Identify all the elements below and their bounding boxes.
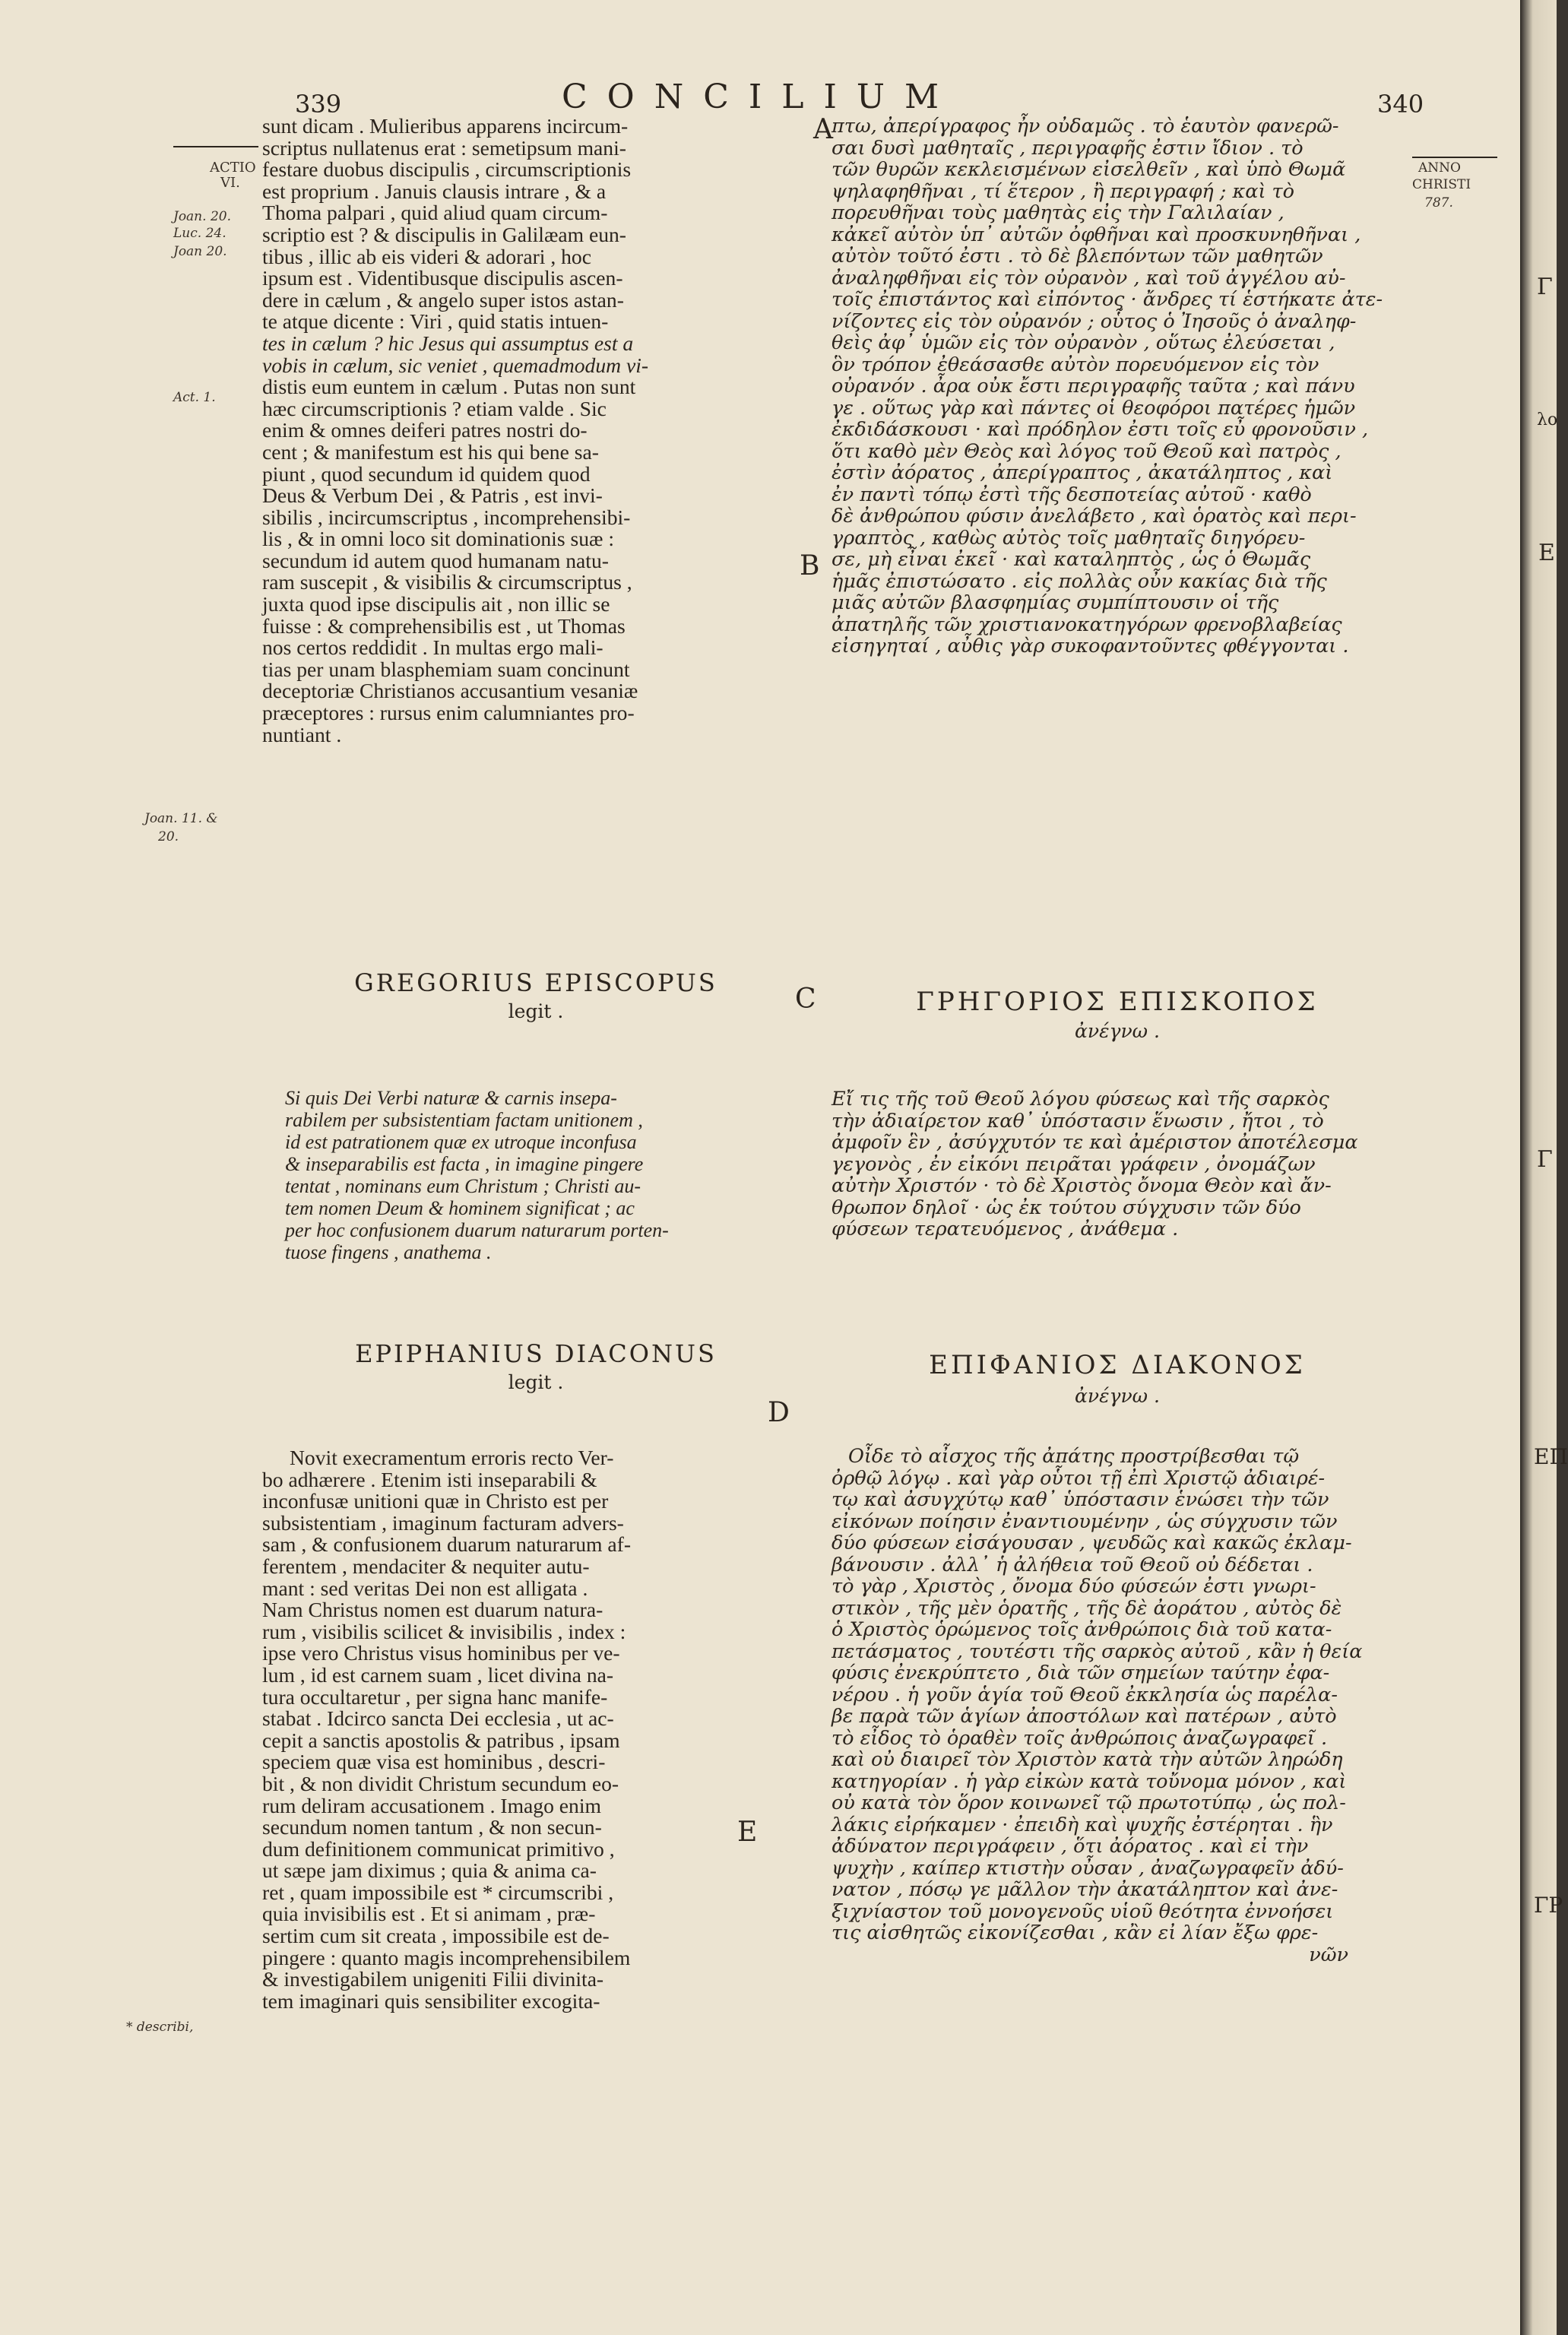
text-line: tem imaginari quis sensibiliter excogita- <box>262 1988 600 2013</box>
section-letter-a: A <box>813 114 833 145</box>
text-line: δύο φύσεων εἰσάγουσαν , ψευδῶς καὶ κακῶς ἐκλαμ- <box>832 1532 1352 1554</box>
text-line: dum definitionem communicat primitivo , <box>262 1836 615 1861</box>
text-line: quia invisibilis est . Et si animam , præ- <box>262 1902 596 1926</box>
edge-text: Γ <box>1537 1146 1553 1173</box>
text-line: ἡμᾶς ἐπιστώσατο . εἰς πολλὰς οὖν κακίας διὰ τῆς <box>832 569 1327 593</box>
text-line: τὸ γὰρ , Χριστὸς , ὄνομα δύο φύσεών ἐστι γνωρι- <box>832 1575 1316 1598</box>
greek-text-2 <box>832 1088 1417 1240</box>
heading-epiphanius-latin: EPIPHANIUS DIACONUS <box>355 1339 717 1368</box>
text-line: sam , & confusionem duarum naturarum af- <box>262 1532 632 1557</box>
text-line: νῶν <box>1309 1943 1348 1966</box>
text-line: νέρου . ἡ γοῦν ἁγία τοῦ Θεοῦ ἐκκλησία ὡς παρέλα- <box>832 1683 1338 1706</box>
text-line: festare duobus discipulis , circumscriptionis <box>262 157 632 182</box>
margin-joan-2: Joan 20. <box>173 244 227 259</box>
text-line: ὅτι καθὸ μὲν Θεὸς καὶ λόγος τοῦ Θεοῦ καὶ πατρὸς , <box>832 439 1342 463</box>
text-line: hæc circumscriptionis ? etiam valde . Sic <box>262 396 607 420</box>
text-line: Thoma palpari , quid aliud quam circum- <box>262 201 608 225</box>
text-line: ὃν τρόπον ἐθεάσασθε αὐτὸν πορευόμενον εἰς τὸν <box>832 353 1319 376</box>
margin-rule-left <box>173 146 258 147</box>
text-line: τῶν θυρῶν κεκλεισμένων εἰσελθεῖν , καὶ ὑπὸ Θωμᾶ <box>832 158 1346 181</box>
text-line: sertim cum sit creata , impossibile est de- <box>262 1924 610 1948</box>
text-line: deceptoriæ Christianos accusantium vesaniæ <box>262 679 638 703</box>
text-line: tuose fingens , anathema . <box>285 1241 492 1263</box>
text-line: vobis in cælum, sic veniet , quemadmodum vi- <box>262 353 649 377</box>
text-line: scriptus nullatenus erat : semetipsum mani- <box>262 135 626 160</box>
text-line: ἀναληφθῆναι εἰς τὸν οὐρανὸν , καὶ τοῦ ἀγγέλου αὐ- <box>832 266 1346 290</box>
subheading-epiphanius-latin: legit . <box>508 1371 564 1393</box>
text-line: tentat , nominans eum Christum ; Christi au- <box>285 1175 641 1197</box>
text-line: piunt , quod secundum id quidem quod <box>262 461 591 486</box>
text-line: ἐστὶν ἀόρατος , ἀπερίγραπτος , ἀκατάληπτος , καὶ <box>832 461 1333 484</box>
text-line: & investigabilem unigeniti Filii divinita- <box>262 1967 604 1991</box>
text-line: δὲ ἀνθρώπου φύσιν ἀνελάβετο , καὶ ὁρατὸς καὶ περι- <box>832 505 1357 528</box>
text-line: pingere : quanto magis incomprehensibilem <box>262 1945 631 1969</box>
heading-epiphanius-greek: ΕΠΙΦΑΝΙΟΣ ΔΙΑΚΟΝΟΣ <box>929 1350 1306 1380</box>
text-line: ἀμφοῖν ἓν , ἀσύγχυτόν τε καὶ ἀμέριστον ἀποτέλεσμα <box>832 1131 1358 1154</box>
text-line: ἀδύνατον περιγράφειν , ὅτι ἀόρατος . καὶ εἰ τὴν <box>832 1835 1309 1858</box>
text-line: σαι δυσὶ μαθηταῖς , περιγραφῆς ἐστιν ἴδιον . τὸ <box>832 136 1303 160</box>
latin-text-3 <box>262 1447 783 2012</box>
text-line: τοῖς ἐπιστάντος καὶ εἰπόντος · ἄνδρες τί ἑστήκατε ἀτε- <box>832 288 1383 311</box>
text-line: λάκις εἰρήκαμεν · ἐπειδὴ καὶ ψυχῆς ἐστέρηται . ἣν <box>832 1813 1333 1836</box>
edge-text: ΓΡ <box>1534 1893 1563 1918</box>
text-line: subsistentiam , imaginum facturam advers- <box>262 1510 624 1535</box>
edge-text: ΕΠ <box>1534 1444 1568 1469</box>
text-line: ὁ Χριστὸς ὁρώμενος τοῖς ἀνθρώποις διὰ τοῦ κατα- <box>832 1618 1332 1641</box>
text-line: tem nomen Deum & hominem significat ; ac <box>285 1197 635 1219</box>
text-line: Nam Christus nomen est duarum natura- <box>262 1598 603 1622</box>
text-line: mant : sed veritas Dei non est alligata . <box>262 1576 588 1600</box>
margin-joan-3b: 20. <box>158 829 179 844</box>
text-line: ξιχνίαστον τοῦ μονογενοῦς υἱοῦ θεότητα ἐννοήσει <box>832 1899 1334 1923</box>
margin-christi: CHRISTI <box>1412 177 1471 192</box>
margin-actio: ACTIO <box>210 160 256 176</box>
text-line: τὸ εἶδος τὸ ὁραθὲν τοῖς ἀνθρώποις ἀναζωγραφεῖ . <box>832 1726 1328 1750</box>
text-line: per hoc confusionem duarum naturarum porten- <box>285 1219 669 1241</box>
text-line: γεγονὸς , ἐν εἰκόνι πειρᾶται γράφειν , ὀνομάζων <box>832 1152 1316 1176</box>
text-line: rum deliram accusationem . Imago enim <box>262 1793 601 1817</box>
latin-text-2 <box>285 1087 809 1263</box>
heading-gregorius-greek: ΓΡΗΓΟΡΙΟΣ ΕΠΙΣΚΟΠΟΣ <box>916 987 1319 1017</box>
text-line: ipsum est . Videntibusque discipulis ascen- <box>262 266 623 290</box>
text-line: distis eum euntem in cælum . Putas non sunt <box>262 375 636 399</box>
text-line: αὐτὴν Χριστόν · τὸ δὲ Χριστὸς ὄνομα Θεὸν καὶ ἄν- <box>832 1174 1332 1197</box>
section-letter-e: E <box>737 1817 758 1848</box>
text-line: stabat . Idcirco sancta Dei ecclesia , ut ac- <box>262 1706 614 1731</box>
text-line: θρωπον δηλοῖ · ὡς ἐκ τούτου σύγχυσιν τῶν δύο <box>832 1196 1301 1219</box>
text-line: γραπτὸς , καθὼς αὐτὸς τοῖς μαθηταῖς διηγόρευ- <box>832 526 1306 550</box>
subheading-gregorius-latin: legit . <box>508 1000 564 1022</box>
text-line: ὀρθῷ λόγῳ . καὶ γὰρ οὗτοι τῇ ἐπὶ Χριστῷ ἀδιαιρέ- <box>832 1466 1326 1490</box>
text-line: εἰσηγηταί , αὖθις γὰρ συκοφαντοῦντες φθέγγονται . <box>832 635 1349 657</box>
text-line: rum , visibilis scilicet & invisibilis , index : <box>262 1619 626 1643</box>
text-line: bo adhærere . Etenim isti inseparabili & <box>262 1467 597 1491</box>
text-line: cent ; & manifestum est his qui bene sa- <box>262 439 599 464</box>
text-line: tias per unam blasphemiam suam concinunt <box>262 657 630 681</box>
text-line: βάνουσιν . ἀλλ᾽ ἡ ἀλήθεια τοῦ Θεοῦ οὐ δέδεται . <box>832 1553 1313 1576</box>
text-line: juxta quod ipse discipulis ait , non illic se <box>262 592 610 616</box>
text-line: Novit execramentum erroris recto Ver- <box>290 1446 614 1469</box>
text-line: οὐ κατὰ τὸν ὅρον κοινωνεῖ τῷ πρωτοτύπῳ , ὡς πολ- <box>832 1792 1346 1814</box>
text-line: νίζοντες εἰς τὸν οὐρανόν ; οὗτος ὁ Ἰησοῦς ὁ ἀναληφ- <box>832 309 1357 333</box>
subheading-gregorius-greek: ἀνέγνω . <box>1075 1020 1160 1042</box>
text-line: speciem quæ visa est hominibus , descri- <box>262 1750 606 1774</box>
text-line: tibus , illic ab eis videri & adorari , hoc <box>262 244 591 268</box>
text-line: secundum id autem quod humanam natu- <box>262 548 609 572</box>
text-line: enim & omnes deiferi patres nostri do- <box>262 418 588 442</box>
text-line: ram suscepit , & visibilis & circumscriptus , <box>262 570 632 594</box>
text-line: est proprium . Januis clausis intrare , & a <box>262 179 607 203</box>
greek-text-3 <box>832 1446 1417 1966</box>
margin-anno: ANNO <box>1418 160 1461 176</box>
text-line: φύσεων τερατευόμενος , ἀνάθεμα . <box>832 1218 1179 1240</box>
text-line: nos certos reddidit . In multas ergo mali- <box>262 635 603 660</box>
latin-text-1 <box>262 116 809 746</box>
text-line: στικὸν , τῆς μὲν ὁρατῆς , τῆς δὲ ἀοράτου , αὐτὸς δὲ <box>832 1596 1342 1620</box>
text-line: ψυχὴν , καίπερ κτιστὴν οὖσαν , ἀναζωγραφεῖν ἀδύ- <box>832 1856 1344 1880</box>
text-line: ipse vero Christus visus hominibus per ve- <box>262 1641 620 1665</box>
margin-joan-1: Joan. 20. <box>173 209 231 224</box>
page-number-right: 340 <box>1377 90 1424 119</box>
heading-gregorius-latin: GREGORIUS EPISCOPUS <box>354 968 717 997</box>
text-line: & inseparabilis est facta , in imagine pingere <box>285 1153 644 1175</box>
text-line: πετάσματος , τουτέστι τῆς σαρκὸς αὐτοῦ , κἂν ἡ θεία <box>832 1640 1363 1663</box>
margin-act: Act. 1. <box>173 390 216 405</box>
text-line: sibilis , incircumscriptus , incomprehensibi- <box>262 505 631 529</box>
edge-text: Γ <box>1537 274 1553 300</box>
text-line: τὴν ἀδιαίρετον καθ᾽ ὑπόστασιν ἕνωσιν , ἤτοι , τὸ <box>832 1109 1324 1133</box>
text-line: lis , & in omni loco sit dominationis suæ : <box>262 527 614 551</box>
text-line: εἰκόνων ποίησιν ἐναντιουμένην , ὡς σύγχυσιν τῶν <box>832 1510 1338 1533</box>
text-line: μιᾶς αὐτῶν βλασφημίας συμπίπτουσιν οἱ τῆς <box>832 591 1279 614</box>
edge-text: Ε <box>1538 540 1555 566</box>
text-line: ἀπατηλῆς τῶν χριστιανοκατηγόρων φρενοβλαβείας <box>832 613 1342 636</box>
margin-luc: Luc. 24. <box>173 226 226 241</box>
text-line: ret , quam impossibile est * circumscribi , <box>262 1880 614 1904</box>
text-line: τῳ καὶ ἀσυγχύτῳ καθ᾽ ὑπόστασιν ἑνώσει τὴν τῶν <box>832 1488 1329 1511</box>
text-line: lum , id est carnem suam , licet divina na- <box>262 1662 614 1687</box>
next-page-edge <box>1520 0 1568 2335</box>
greek-text-1 <box>832 116 1417 657</box>
text-line: ut sæpe jam diximus ; quia & anima ca- <box>262 1858 597 1883</box>
text-line: id est patrationem quæ ex utroque inconfusa <box>285 1131 637 1153</box>
text-line: φύσις ἐνεκρύπτετο , διὰ τῶν σημείων ταύτην ἐφα- <box>832 1662 1330 1684</box>
text-line: scriptio est ? & discipulis in Galilæam eun- <box>262 222 626 246</box>
text-line: Οἶδε τὸ αἶσχος τῆς ἀπάτης προστρίβεσθαι τῷ <box>848 1445 1300 1468</box>
text-line: αὐτὸν τοῦτό ἐστι . τὸ δὲ βλεπόντων τῶν μαθητῶν <box>832 245 1323 268</box>
text-line: dere in cælum , & angelo super istos astan- <box>262 287 624 312</box>
text-line: rabilem per subsistentiam factam unitionem , <box>285 1109 643 1131</box>
text-line: ἐκδιδάσκουσι · καὶ πρόδηλον ἐστι τοῖς εὖ φρονοῦσιν , <box>832 418 1369 441</box>
text-line: πορευθῆναι τοὺς μαθητὰς εἰς τὴν Γαλιλαίαν , <box>832 201 1284 224</box>
text-line: bit , & non dividit Christum secundum eo- <box>262 1771 619 1795</box>
text-line: Deus & Verbum Dei , & Patris , est invi- <box>262 483 603 508</box>
text-line: inconfusæ unitioni quæ in Christo est per <box>262 1489 609 1513</box>
text-line: fuisse : & comprehensibilis est , ut Thomas <box>262 613 626 638</box>
margin-year: 787. <box>1424 195 1453 211</box>
text-line: secundum nomen tantum , & non secun- <box>262 1815 602 1839</box>
text-line: γε . οὕτως γὰρ καὶ πάντες οἱ θεοφόροι πατέρες ἡμῶν <box>832 396 1356 420</box>
edge-text: λο <box>1537 410 1558 429</box>
section-letter-c: C <box>795 984 816 1015</box>
text-line: σε, μὴ εἶναι ἐκεῖ · καὶ καταληπτὸς , ὡς ὁ Θωμᾶς <box>832 548 1311 571</box>
text-line: τις αἰσθητῶς εἰκονίζεσθαι , κἂν εἰ λίαν ἔξω φρε- <box>832 1922 1319 1944</box>
text-line: te atque dicente : Viri , quid statis intuen- <box>262 309 609 334</box>
text-line: cepit a sanctis apostolis & patribus , ipsam <box>262 1728 620 1752</box>
text-line: nuntiant . <box>262 722 342 746</box>
text-line: κἀκεῖ αὐτὸν ὑπ᾽ αὐτῶν ὀφθῆναι καὶ προσκυνηθῆναι , <box>832 223 1361 246</box>
margin-rule-right <box>1412 157 1497 158</box>
subheading-epiphanius-greek: ἀνέγνω . <box>1075 1385 1160 1407</box>
text-line: ψηλαφηθῆναι , τί ἕτερον , ἢ περιγραφή ; καὶ τὸ <box>832 179 1295 203</box>
text-line: οὐρανόν . ἆρα οὐκ ἔστι περιγραφῆς ταῦτα ; καὶ πάνυ <box>832 375 1355 398</box>
text-line: Εἴ τις τῆς τοῦ Θεοῦ λόγου φύσεως καὶ τῆς σαρκὸς <box>832 1088 1329 1110</box>
text-line: κατηγορίαν . ἡ γὰρ εἰκὼν κατὰ τοὔνομα μόνον , καὶ <box>832 1769 1347 1793</box>
text-line: ἐν παντὶ τόπῳ ἐστὶ τῆς δεσποτείας αὐτοῦ · καθὸ <box>832 483 1312 506</box>
text-line: præceptores : rursus enim calumniantes pro- <box>262 701 635 725</box>
text-line: ferentem , mendaciter & nequiter autu- <box>262 1554 590 1578</box>
margin-actio-num: VI. <box>220 175 240 191</box>
section-letter-d: D <box>768 1397 790 1428</box>
margin-joan-3: Joan. 11. & <box>144 811 218 826</box>
text-line: καὶ οὐ διαιρεῖ τὸν Χριστὸν κατὰ τὴν αὐτῶν ληρώδη <box>832 1748 1343 1771</box>
text-line: θεὶς ἀφ᾽ ὑμῶν εἰς τὸν οὐρανὸν , οὕτως ἐλεύσεται , <box>832 331 1335 354</box>
text-line: νατον , πόσῳ γε μᾶλλον τὴν ἀκατάληπτον καὶ ἀνε- <box>832 1878 1338 1901</box>
text-line: sunt dicam . Mulieribus apparens incircum- <box>262 114 629 138</box>
section-letter-b: B <box>800 550 820 581</box>
text-line: βε παρὰ τῶν ἁγίων ἀποστόλων καὶ πατέρων , αὐτὸ <box>832 1705 1337 1728</box>
running-title: CONCILIUM <box>561 78 959 116</box>
text-line: tes in cælum ? hic Jesus qui assumptus est a <box>262 331 634 355</box>
margin-describi: * describi, <box>126 2020 194 2035</box>
text-line: tura occultaretur , per signa hanc manife- <box>262 1684 608 1709</box>
page-number-left: 339 <box>295 90 342 119</box>
text-line: πτω, ἀπερίγραφος ἦν οὐδαμῶς . τὸ ἑαυτὸν φανερῶ- <box>832 115 1339 138</box>
text-line: Si quis Dei Verbi naturæ & carnis insepa- <box>285 1087 617 1109</box>
